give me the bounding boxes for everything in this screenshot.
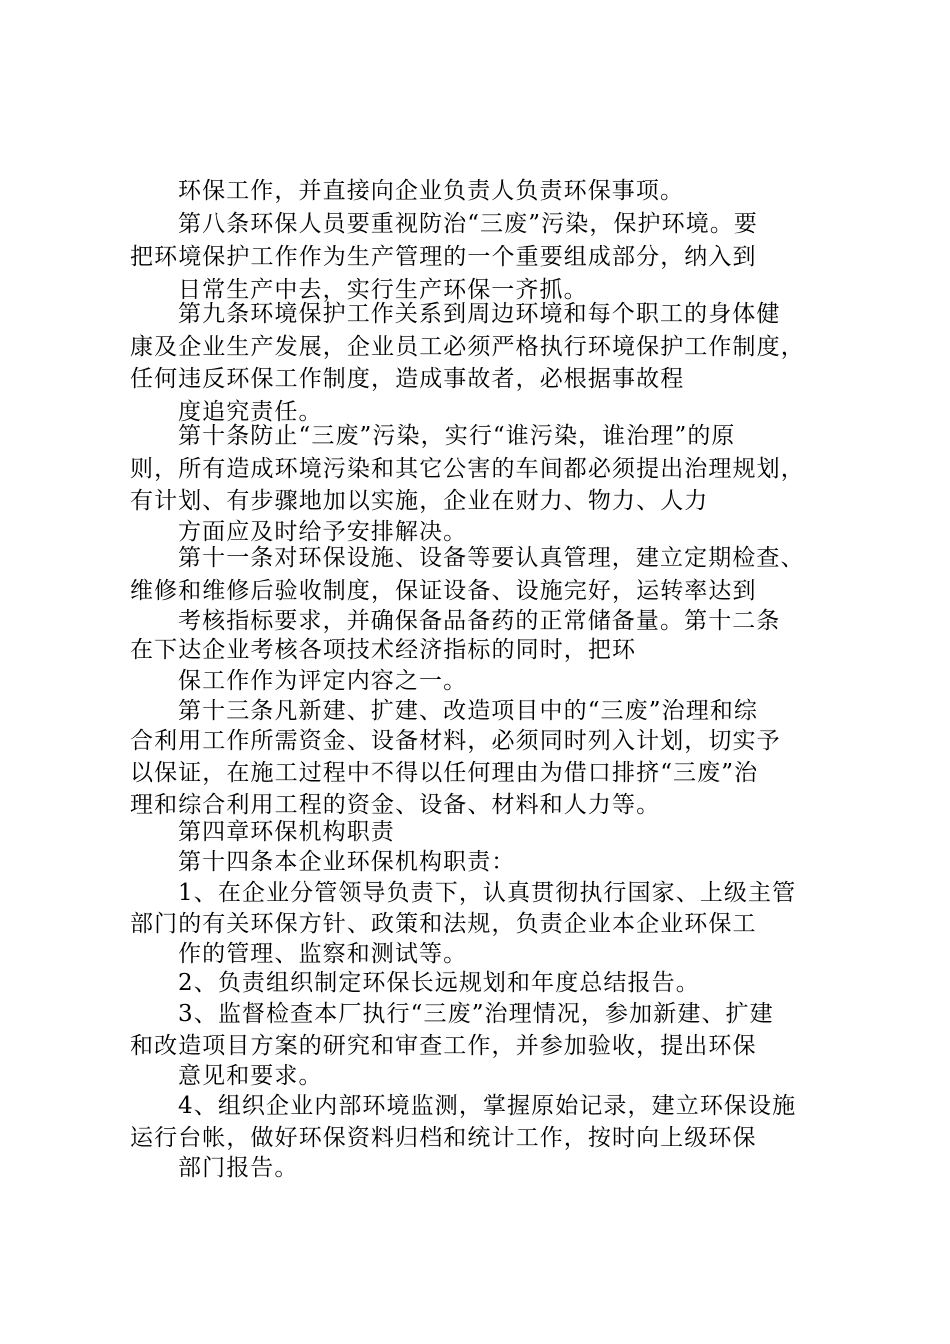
text-line: 度追究责任。 [178, 399, 323, 425]
text-line: 第十三条凡新建、扩建、改造项目中的“三废”治理和综 [178, 698, 759, 724]
text-line: 考核指标要求，并确保备品备药的正常储备量。第十二条 [178, 608, 781, 634]
text-line: 运行台帐，做好环保资料归档和统计工作，按时向上级环保 [130, 1125, 757, 1151]
text-line: 4、组织企业内部环境监测，掌握原始记录，建立环保设施 [178, 1093, 797, 1119]
text-line: 意见和要求。 [178, 1063, 323, 1089]
text-line: 则，所有造成环境污染和其它公害的车间都必须提出治理规划， [130, 456, 805, 482]
text-line: 环保工作，并直接向企业负责人负责环保事项。 [178, 178, 685, 204]
text-line: 康及企业生产发展，企业员工必须严格执行环境保护工作制度， [130, 334, 805, 360]
section-heading: 第四章环保机构职责 [178, 819, 395, 845]
text-line: 部门报告。 [178, 1155, 299, 1181]
text-line: 保工作作为评定内容之一。 [178, 668, 468, 694]
text-line: 以保证，在施工过程中不得以任何理由为借口排挤“三废”治 [130, 760, 759, 786]
text-line: 第九条环境保护工作关系到周边环境和每个职工的身体健 [178, 301, 781, 327]
text-line: 3、监督检查本厂执行“三废”治理情况，参加新建、扩建 [178, 1001, 774, 1027]
text-line: 方面应及时给予安排解决。 [178, 519, 468, 545]
text-line: 第十条防止“三废”污染，实行“谁污染，谁治理”的原 [178, 423, 736, 449]
text-line: 2、负责组织制定环保长远规划和年度总结报告。 [178, 970, 700, 996]
text-line: 任何违反环保工作制度，造成事故者，必根据事故程 [130, 366, 685, 392]
text-line: 维修和维修后验收制度，保证设备、设施完好，运转率达到 [130, 578, 757, 604]
text-line: 把环境保护工作作为生产管理的一个重要组成部分，纳入到 [130, 244, 757, 270]
text-line: 理和综合利用工程的资金、设备、材料和人力等。 [130, 792, 661, 818]
text-line: 和改造项目方案的研究和审查工作，并参加验收，提出环保 [130, 1033, 757, 1059]
text-line: 第十一条对环保设施、设备等要认真管理，建立定期检查、 [178, 545, 805, 571]
text-line: 第八条环保人员要重视防治“三废”污染，保护环境。要 [178, 211, 759, 237]
text-line: 有计划、有步骤地加以实施，企业在财力、物力、人力 [130, 488, 709, 514]
text-line: 部门的有关环保方针、政策和法规，负责企业本企业环保工 [130, 911, 757, 937]
text-line: 在下达企业考核各项技术经济指标的同时，把环 [130, 637, 637, 663]
text-line: 作的管理、监察和测试等。 [178, 941, 468, 967]
text-line: 合利用工作所需资金、设备材料，必须同时列入计划，切实予 [130, 728, 781, 754]
text-line: 日常生产中去，实行生产环保一齐抓。 [178, 277, 588, 303]
text-line: 第十四条本企业环保机构职责： [178, 849, 516, 875]
text-line: 1、在企业分管领导负责下，认真贯彻执行国家、上级主管 [178, 880, 797, 906]
